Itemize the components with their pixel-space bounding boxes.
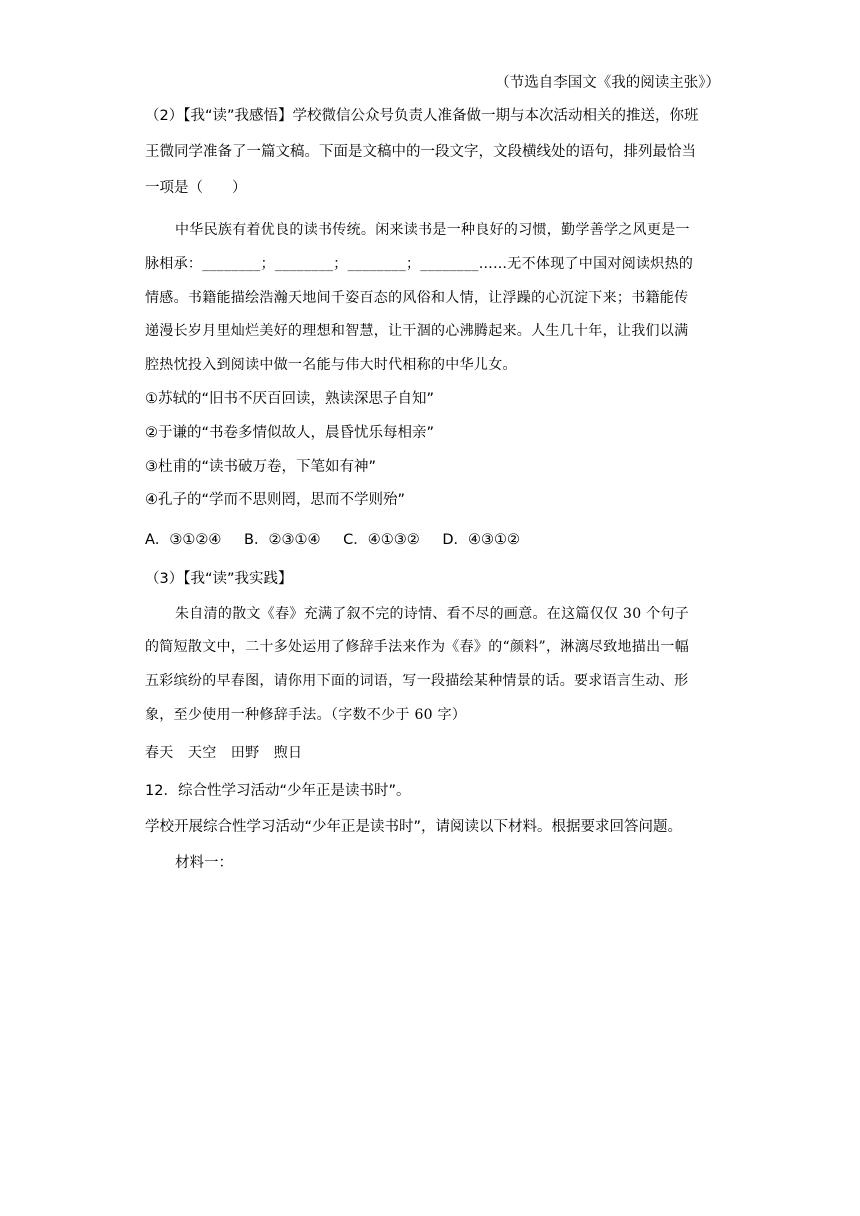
answer-option-d[interactable]: D．④③①② <box>442 532 520 548</box>
answer-options <box>145 530 538 550</box>
q3-passage-line-1: 朱自清的散文《春》充满了叙不完的诗情、看不尽的画意。在这篇仅仅 30 个句子 <box>175 606 690 622</box>
answer-option-b[interactable]: B．②③①④ <box>244 532 321 548</box>
quote-option-4: ④孔子的“学而不思则罔，思而不学则殆” <box>145 492 406 508</box>
q12-title: 12．综合性学习活动“少年正是读书时”。 <box>145 783 411 799</box>
q3-passage-line-2: 的简短散文中，二十多处运用了修辞手法来作为《春》的“颜料”，淋漓尽致地描出一幅 <box>145 639 690 655</box>
quote-option-3: ③杜甫的“读书破万卷，下笔如有神” <box>145 459 377 475</box>
q3-passage-line-4: 象，至少使用一种修辞手法。（字数不少于 60 字） <box>145 707 467 723</box>
source-citation: （节选自李国文《我的阅读主张》） <box>495 75 720 91</box>
q2-passage-line-2: 脉相承：________；________；________；________……无不体现了中国对阅读炽热的 <box>145 256 694 272</box>
q3-word-list: 春天 天空 田野 煦日 <box>145 745 303 761</box>
q3-title: （3）【我“读”我实践】 <box>145 571 293 587</box>
answer-option-a[interactable]: A．③①②④ <box>145 532 222 548</box>
q12-intro: 学校开展综合性学习活动“少年正是读书时”，请阅读以下材料。根据要求回答问题。 <box>145 819 683 835</box>
q2-prompt-line-2: 王微同学准备了一篇文稿。下面是文稿中的一段文字，文段横线处的语句，排列最恰当 <box>145 144 696 160</box>
material-one-label: 材料一： <box>175 855 233 871</box>
q2-passage-line-5: 腔热忱投入到阅读中做一名能与伟大时代相称的中华儿女。 <box>145 357 517 373</box>
q2-passage-line-1: 中华民族有着优良的读书传统。闲来读书是一种良好的习惯，勤学善学之风更是一 <box>175 222 690 238</box>
q2-prompt-line-3: 一项是（ ） <box>145 180 247 196</box>
quote-option-2: ②于谦的“书卷多情似故人，晨昏忧乐每相亲” <box>145 425 435 441</box>
q2-passage-line-3: 情感。书籍能描绘浩瀚天地间千姿百态的风俗和人情，让浮躁的心沉淀下来；书籍能传 <box>145 290 689 306</box>
quote-option-1: ①苏轼的“旧书不厌百回读，熟读深思子自知” <box>145 391 435 407</box>
q3-passage-line-3: 五彩缤纷的早春图，请你用下面的词语，写一段描绘某种情景的话。要求语言生动、形 <box>145 673 689 689</box>
answer-option-c[interactable]: C．④①③② <box>343 532 420 548</box>
q2-passage-line-4: 递漫长岁月里灿烂美好的理想和智慧，让干涸的心沸腾起来。人生几十年，让我们以满 <box>145 323 689 339</box>
q2-prompt-line-1: （2）【我“读”我感悟】学校微信公众号负责人准备做一期与本次活动相关的推送，你班 <box>145 108 699 124</box>
